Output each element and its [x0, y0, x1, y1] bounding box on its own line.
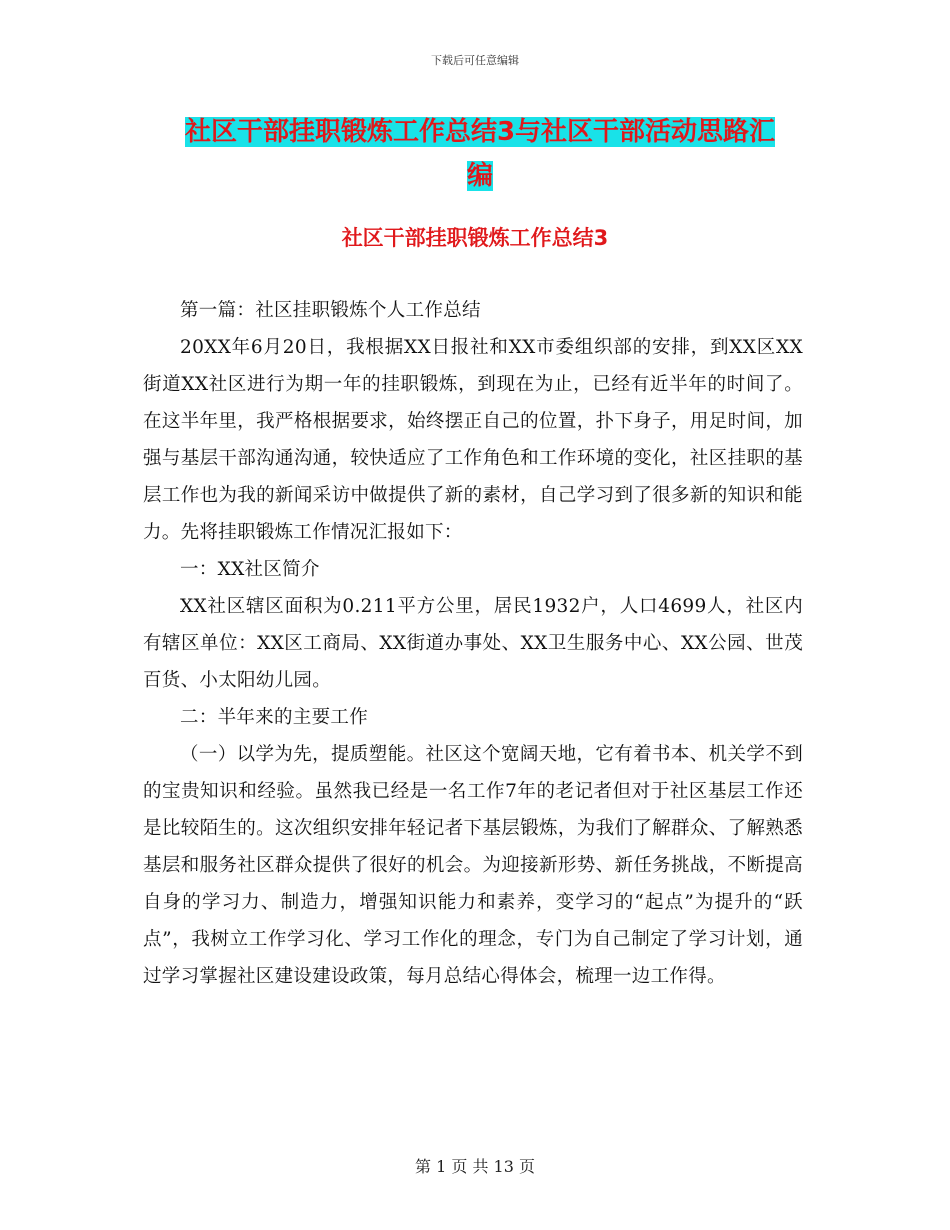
page-footer: 第 1 页 共 13 页	[415, 1157, 535, 1176]
paragraph-community-details: XX社区辖区面积为0.211平方公里，居民1932户，人口4699人，社区内有辖区单位：XX区工商局、XX街道办事处、XX卫生服务中心、XX公园、世茂百货、小太阳幼儿园。	[143, 596, 803, 691]
document-title-line2: 编	[466, 161, 493, 191]
paragraph-intro: 20XX年6月20日，我根据XX日报社和XX市委组织部的安排，到XX区XX街道XX社区进行为期一年的挂职锻炼，到现在为止，已经有近半年的时间了。在这半年里，我严格根据要求，始终摆正自己的位置，扑下身子，用足时间，加强与基层干部沟通沟通，较快适应了工作角色和工作环境的变化，社区挂职的基层工作也为我的新闻采访中做提供了新的素材，自己学习到了很多新的知识和能力。先将挂职锻炼工作情况汇报如下：	[143, 337, 803, 543]
document-body	[143, 292, 803, 995]
paragraph-learning: （一）以学为先，提质塑能。社区这个宽阔天地，它有着书本、机关学不到的宝贵知识和经验。虽然我已经是一名工作7年的老记者但对于社区基层工作还是比较陌生的。这次组织安排年轻记者下基层锻炼，为我们了解群众、了解熟悉基层和服务社区群众提供了很好的机会。为迎接新形势、新任务挑战，不断提高自身的学习力、制造力，增强知识能力和素养，变学习的“起点”为提升的“跃点”，我树立工作学习化、学习工作化的理念，专门为自己制定了学习计划，通过学习掌握社区建设建设政策，每月总结心得体会，梳理一边工作得。	[143, 744, 803, 987]
header-note: 下载后可任意编辑	[431, 54, 519, 67]
section-title: 社区干部挂职锻炼工作总结3	[341, 226, 609, 250]
paragraph-heading-community-intro: 一：XX社区简介	[180, 559, 320, 580]
document-title	[140, 110, 820, 198]
paragraph-heading-first-part: 第一篇：社区挂职锻炼个人工作总结	[180, 300, 481, 321]
document-title-line1: 社区干部挂职锻炼工作总结3与社区干部活动思路汇	[184, 117, 776, 147]
paragraph-heading-main-work: 二：半年来的主要工作	[180, 707, 369, 728]
